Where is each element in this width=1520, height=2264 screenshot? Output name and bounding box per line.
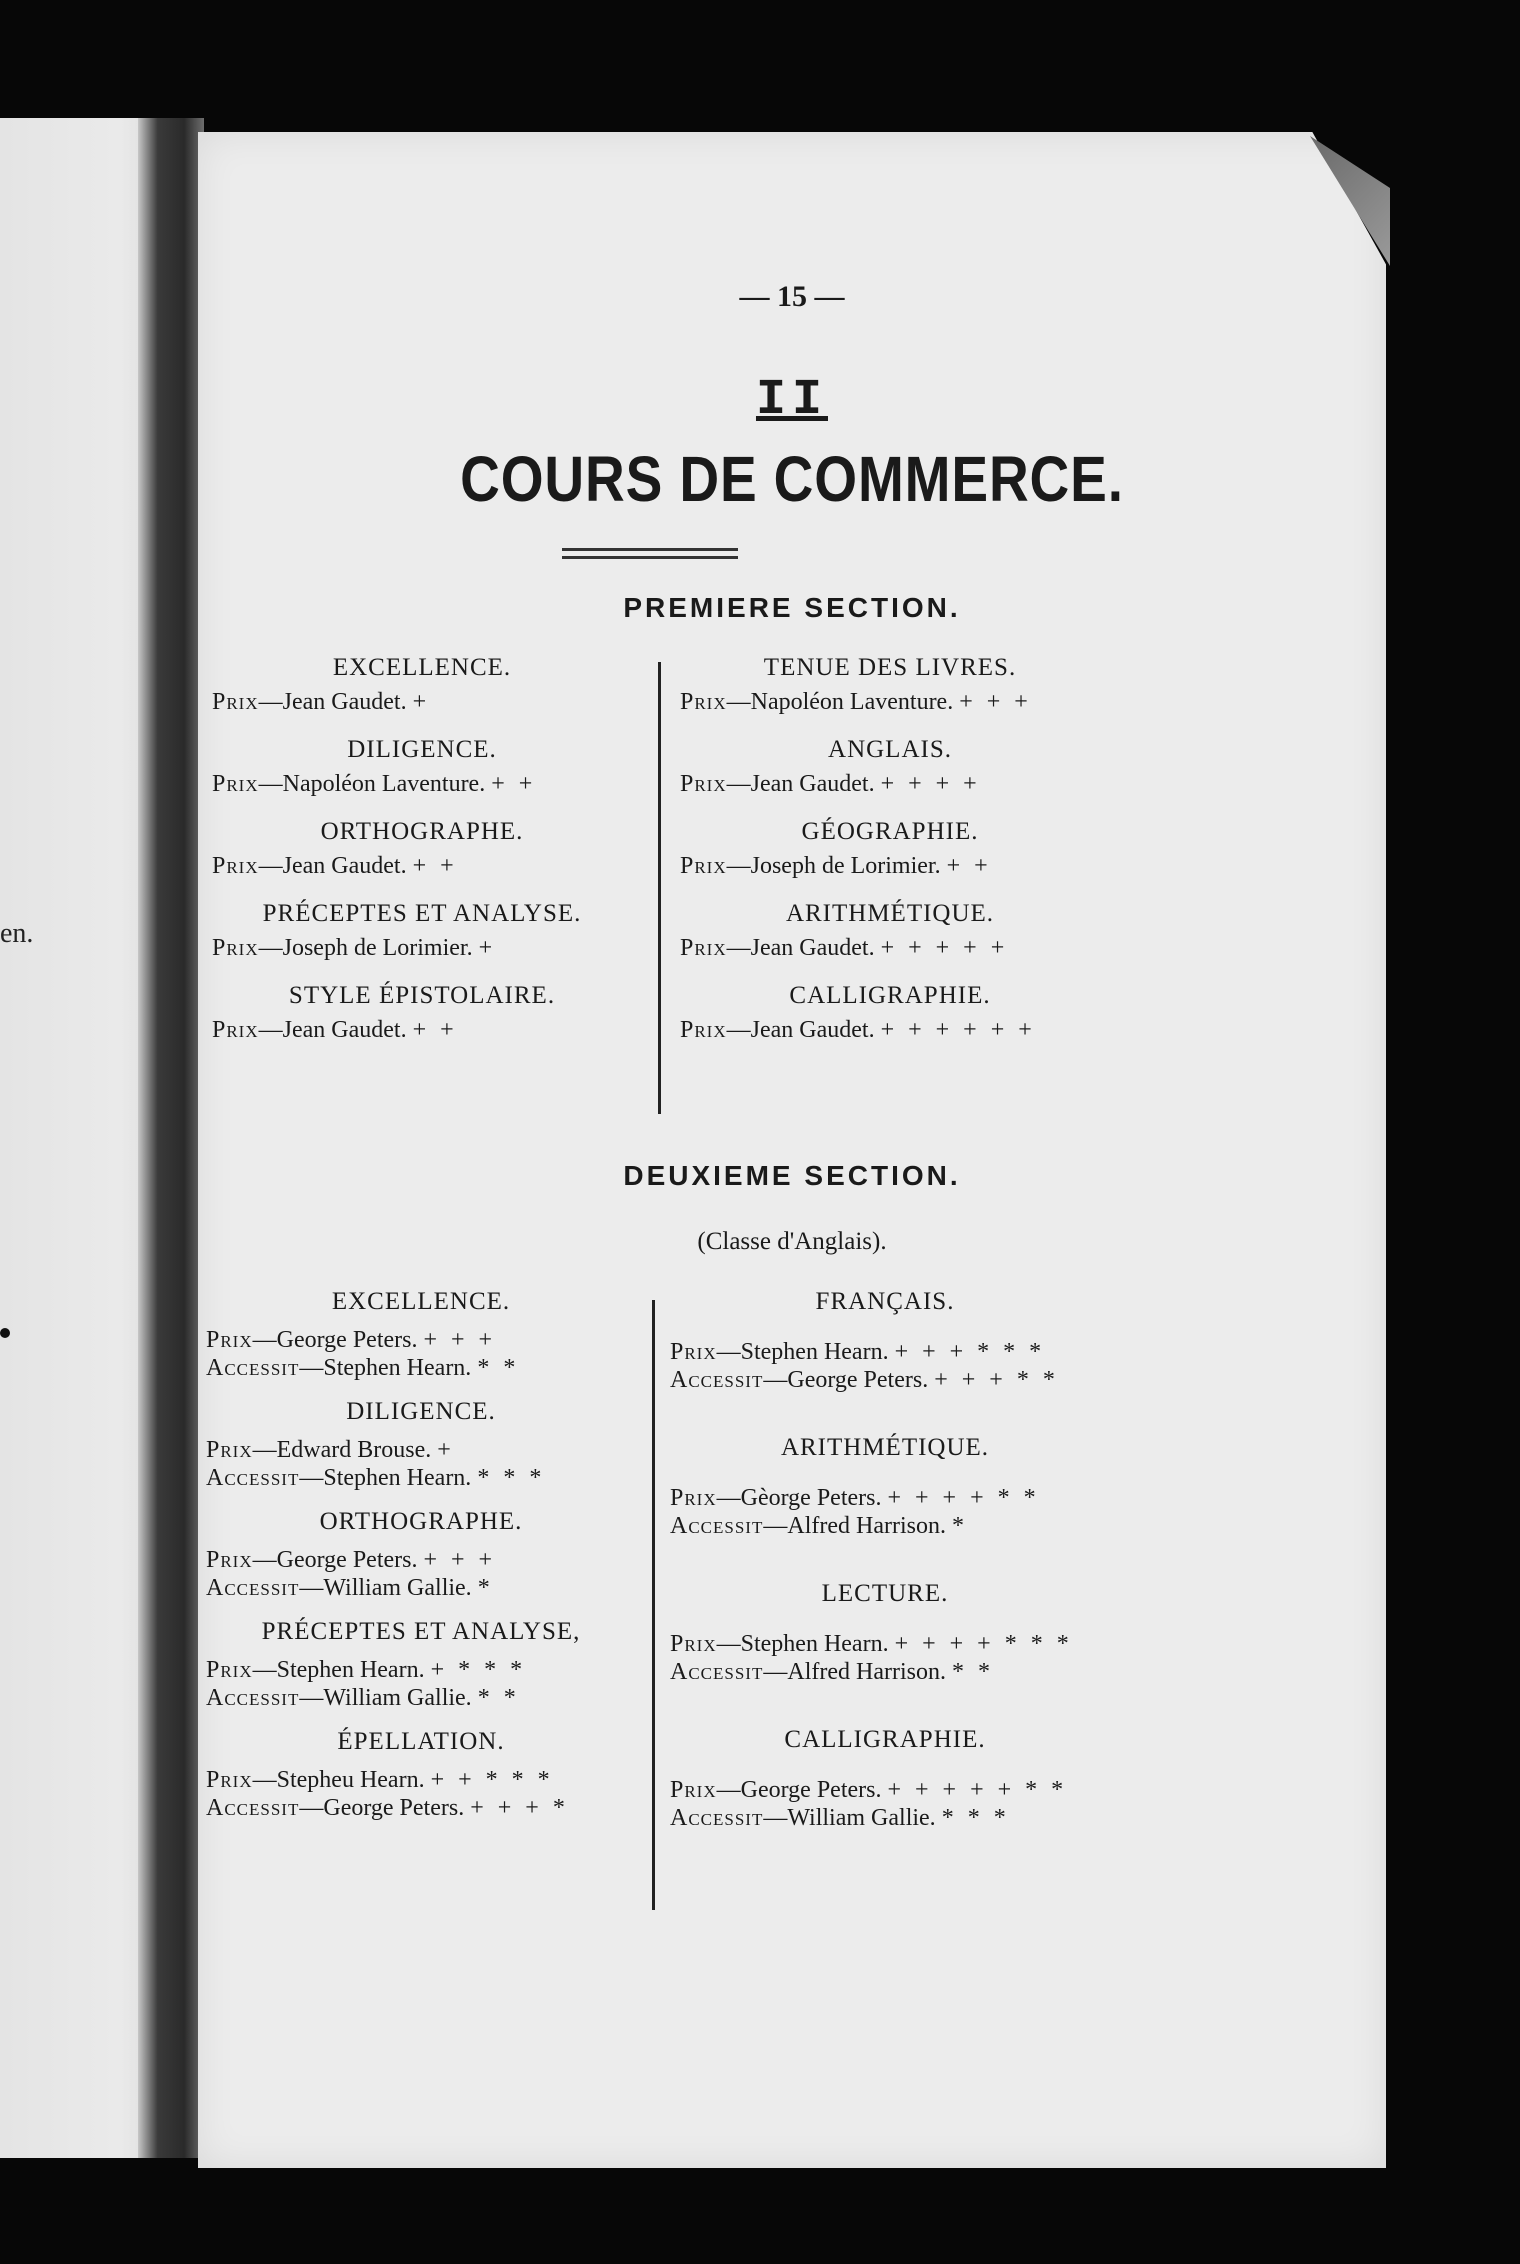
award-label: Prix [206,1437,253,1463]
award-block [670,1580,1100,1686]
award-label: Accessit [206,1795,300,1821]
merit-marks: + + + [959,689,1032,715]
merit-marks: + + + * * * [894,1339,1046,1365]
award-label: Prix [670,1631,717,1657]
award-line [670,1366,1100,1394]
award-label: Accessit [206,1685,300,1711]
award-block [206,1728,636,1822]
award-line [206,1464,636,1492]
merit-marks: + + * * * [430,1767,554,1793]
merit-marks: * * [951,1659,994,1685]
award-heading: DILIGENCE. [347,736,497,763]
recipient-name: —Jean Gaudet. [258,1017,407,1043]
column-divider [652,1300,655,1910]
recipient-name: —William Gallie. [763,1805,936,1831]
award-label: Prix [670,1485,717,1511]
merit-marks: + * * * [430,1657,527,1683]
recipient-name: —Jean Gaudet. [258,689,407,715]
award-line [212,1012,632,1048]
award-heading: CALLIGRAPHIE. [789,982,991,1009]
merit-marks: + + + * [470,1795,569,1821]
award-line [206,1794,636,1822]
award-label: Prix [212,771,259,797]
award-label: Prix [212,689,259,715]
award-line [680,848,1100,884]
recipient-name: —George Peters. [716,1777,882,1803]
award-label: Prix [670,1777,717,1803]
award-heading: STYLE ÉPISTOLAIRE. [288,982,556,1009]
recipient-name: —Alfred Harrison. [763,1659,946,1685]
merit-marks: + + [491,771,537,797]
award-line [670,1804,1100,1832]
award-block [206,1618,636,1712]
award-block [680,982,1100,1048]
award-line [206,1574,636,1602]
merit-marks: + + [412,1017,458,1043]
award-line [206,1436,636,1464]
award-heading: EXCELLENCE. [332,654,512,681]
award-label: Prix [680,1017,727,1043]
award-line [206,1656,636,1684]
award-line [206,1546,636,1574]
award-block [670,1434,1100,1540]
merit-marks: + + + + + + [880,1017,1036,1043]
column-divider [658,662,661,1114]
left-page-fragment: en. [0,918,34,949]
merit-marks: + + + [423,1547,497,1573]
recipient-name: —Jean Gaudet. [726,935,875,961]
award-block [680,818,1100,884]
award-line [680,1012,1100,1048]
recipient-name: —Jean Gaudet. [726,771,875,797]
award-heading: PRÉCEPTES ET ANALYSE. [262,900,582,927]
recipient-name: —Stephen Hearn. [716,1631,889,1657]
recipient-name: —George Peters. [299,1795,465,1821]
merit-marks: + + + [423,1327,497,1353]
merit-marks: + + + + [880,771,981,797]
recipient-name: —Napoléon Laventure. [726,689,954,715]
title-rule-bottom [562,556,738,559]
award-heading: ORTHOGRAPHE. [320,818,524,845]
section-title-premiere: PREMIERE SECTION. [623,592,961,623]
merit-marks: + [437,1437,455,1463]
award-heading: ARITHMÉTIQUE. [785,900,995,927]
award-line [670,1776,1100,1804]
award-label: Prix [680,771,727,797]
section1-right-column [680,654,1100,1064]
award-line [680,930,1100,966]
award-heading: ARITHMÉTIQUE. [780,1434,990,1461]
merit-marks: + + + + * * [887,1485,1040,1511]
award-block [212,982,632,1048]
award-line [206,1326,636,1354]
recipient-name: —Jean Gaudet. [726,1017,875,1043]
award-heading: TENUE DES LIVRES. [763,654,1017,681]
award-heading: ORTHOGRAPHE. [319,1508,523,1535]
recipient-name: —William Gallie. [299,1575,472,1601]
merit-marks: + + [412,853,458,879]
merit-marks: * * * [941,1805,1010,1831]
award-label: Prix [670,1339,717,1365]
award-heading: ANGLAIS. [828,736,952,763]
award-label: Prix [206,1327,253,1353]
award-label: Prix [212,853,259,879]
award-heading: PRÉCEPTES ET ANALYSE, [261,1618,581,1645]
recipient-name: —Jean Gaudet. [258,853,407,879]
award-label: Prix [206,1657,253,1683]
award-line [212,766,632,802]
award-label: Accessit [206,1575,300,1601]
award-label: Prix [206,1767,253,1793]
recipient-name: —George Peters. [763,1367,929,1393]
merit-marks: + + + + * * * [894,1631,1073,1657]
recipient-name: —William Gallie. [299,1685,472,1711]
merit-marks: * [951,1513,968,1539]
merit-marks: + + + + + * * [887,1777,1068,1803]
award-block [212,900,632,966]
merit-marks: + [412,689,431,715]
award-line [680,684,1100,720]
award-line [670,1658,1100,1686]
section1-left-column [212,654,632,1064]
part-number: II [755,372,828,429]
award-heading: DILIGENCE. [346,1398,496,1425]
recipient-name: —Alfred Harrison. [763,1513,946,1539]
award-block [206,1398,636,1492]
award-heading: EXCELLENCE. [331,1288,511,1315]
award-heading: ÉPELLATION. [337,1728,505,1755]
merit-marks: * * * [477,1465,546,1491]
title-rule-top [562,548,738,551]
award-label: Accessit [670,1367,764,1393]
award-line [670,1630,1100,1658]
merit-marks: + + + + + [880,935,1009,961]
merit-marks: + [478,935,497,961]
award-label: Accessit [670,1805,764,1831]
recipient-name: —George Peters. [252,1547,418,1573]
award-heading: FRANÇAIS. [815,1288,955,1315]
merit-marks: + + + * * [934,1367,1059,1393]
award-line [212,684,632,720]
award-line [206,1766,636,1794]
award-line [206,1684,636,1712]
recipient-name: —Napoléon Laventure. [258,771,486,797]
award-block [206,1288,636,1382]
left-page-mark [0,1328,10,1338]
recipient-name: —Stephen Hearn. [299,1465,472,1491]
section2-left-column [206,1288,636,1838]
award-block [206,1508,636,1602]
page-title: COURS DE COMMERCE. [460,443,1124,515]
recipient-name: —Gèorge Peters. [716,1485,882,1511]
award-block [212,736,632,802]
award-block [680,736,1100,802]
recipient-name: —George Peters. [252,1327,418,1353]
merit-marks: * [477,1575,494,1601]
award-line [670,1338,1100,1366]
recipient-name: —Stephen Hearn. [252,1657,425,1683]
book-gutter [138,118,204,2158]
merit-marks: * * [477,1685,520,1711]
section2-right-column [670,1288,1100,1872]
award-block [680,654,1100,720]
recipient-name: —Joseph de Lorimier. [258,935,473,961]
recipient-name: —Edward Brouse. [252,1437,432,1463]
merit-marks: * * [477,1355,520,1381]
award-block [680,900,1100,966]
award-label: Prix [206,1547,253,1573]
recipient-name: —Stephen Hearn. [716,1339,889,1365]
recipient-name: —Stepheu Hearn. [252,1767,425,1793]
award-heading: GÉOGRAPHIE. [801,818,979,845]
award-block [212,818,632,884]
award-line [680,766,1100,802]
award-label: Prix [680,689,727,715]
section-title-deuxieme: DEUXIEME SECTION. [623,1160,961,1191]
award-label: Prix [680,853,727,879]
award-heading: CALLIGRAPHIE. [784,1726,986,1753]
award-block [212,654,632,720]
award-block [670,1726,1100,1832]
award-label: Prix [680,935,727,961]
award-label: Prix [212,1017,259,1043]
award-label: Accessit [206,1355,300,1381]
award-block [670,1288,1100,1394]
award-line [206,1354,636,1382]
merit-marks: + + [946,853,992,879]
award-label: Accessit [670,1513,764,1539]
page-number: — 15 — [739,280,845,313]
recipient-name: —Stephen Hearn. [299,1355,472,1381]
award-line [670,1512,1100,1540]
award-label: Accessit [670,1659,764,1685]
section-subtitle: (Classe d'Anglais). [697,1228,887,1255]
award-heading: LECTURE. [821,1580,949,1607]
award-label: Accessit [206,1465,300,1491]
award-label: Prix [212,935,259,961]
award-line [670,1484,1100,1512]
recipient-name: —Joseph de Lorimier. [726,853,941,879]
award-line [212,848,632,884]
award-line [212,930,632,966]
